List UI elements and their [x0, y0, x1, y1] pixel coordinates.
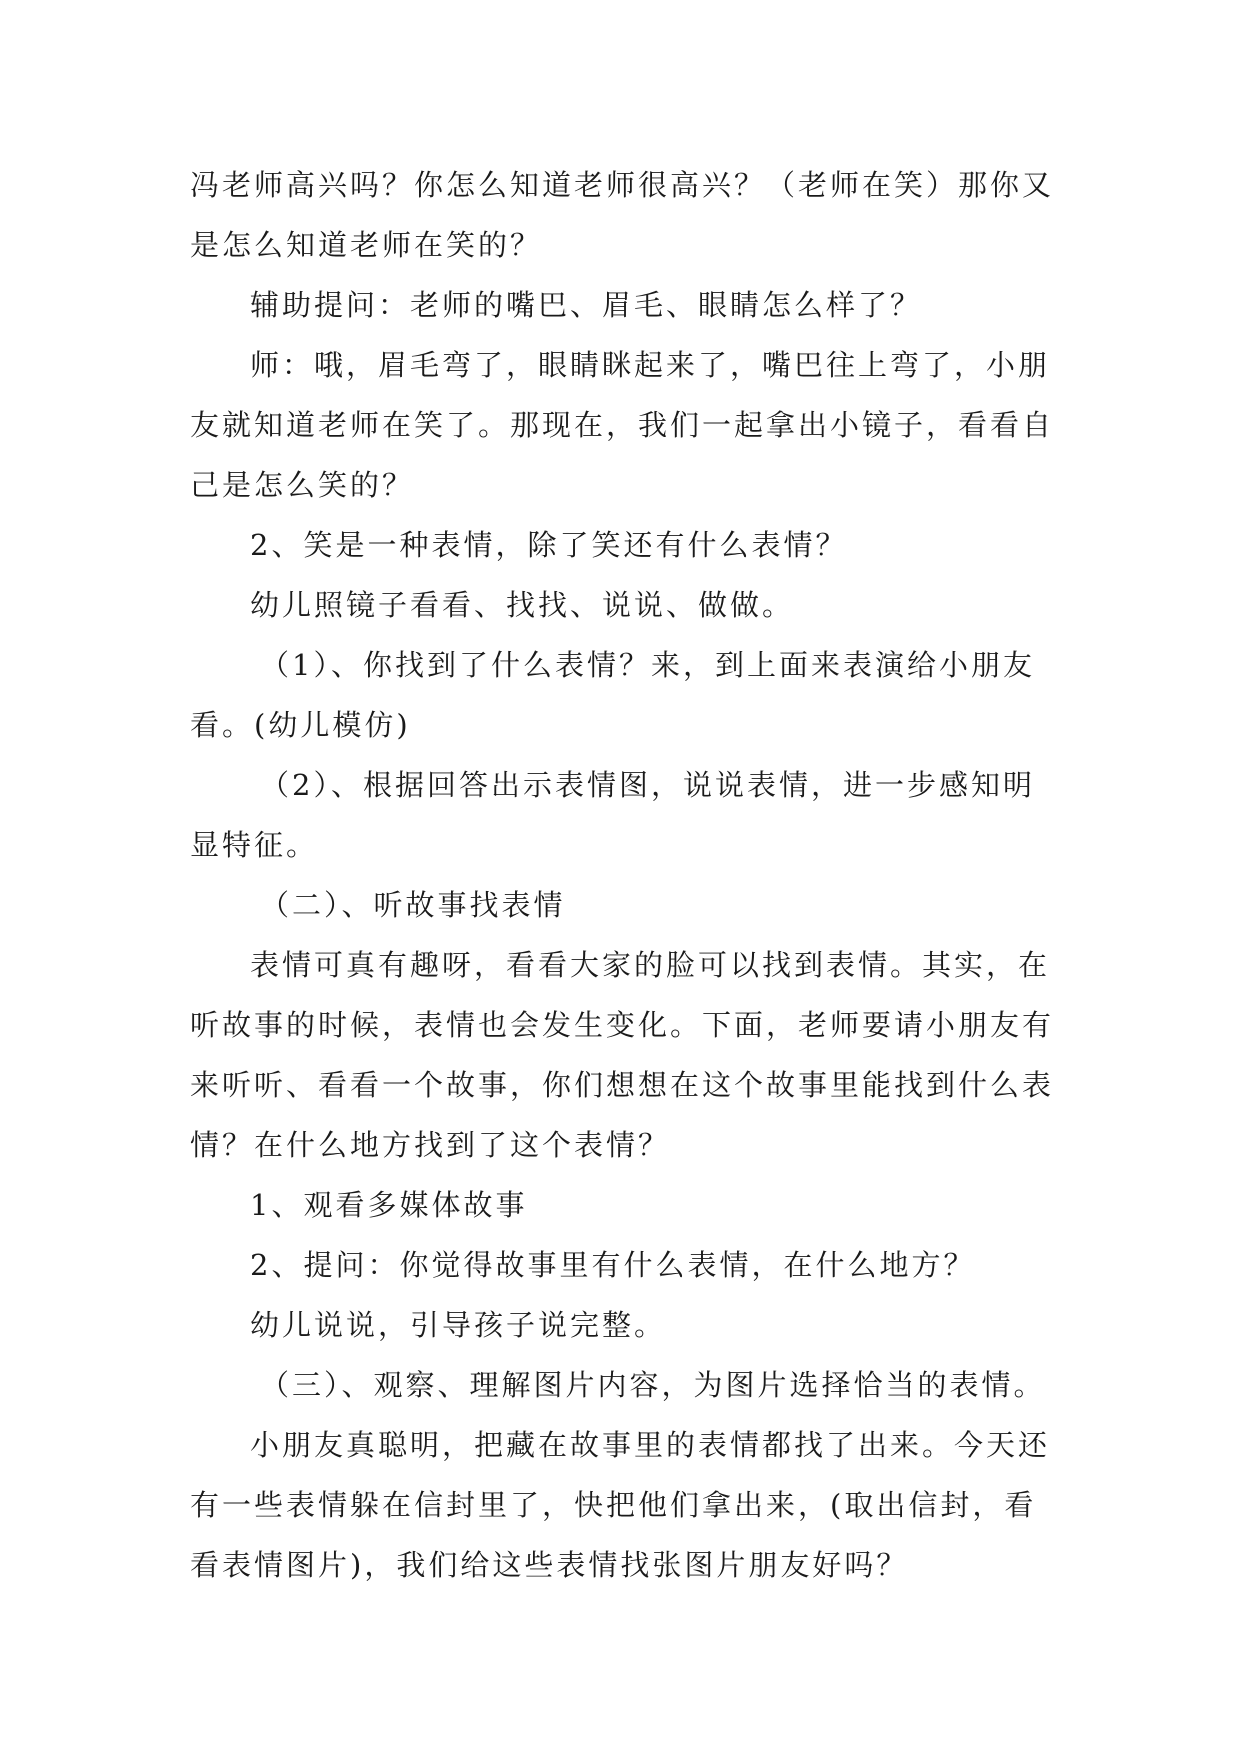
- paragraph-9: 表情可真有趣呀，看看大家的脸可以找到表情。其实，在听故事的时候，表情也会发生变化。下面，老师要请小朋友有来听听、看看一个故事，你们想想在这个故事里能找到什么表情？在什么地方找到了这个表情？: [190, 948, 1055, 1162]
- paragraph-6: （1）、你找到了什么表情？来，到上面来表演给小朋友看。(幼儿模仿): [190, 648, 1035, 742]
- section-heading-2: （二）、听故事找表情: [260, 888, 566, 922]
- section-heading-3: （三）、观察、理解图片内容，为图片选择恰当的表情。: [260, 1368, 1046, 1402]
- paragraph-1: 冯老师高兴吗？你怎么知道老师很高兴？（老师在笑）那你又是怎么知道老师在笑的？: [190, 168, 1055, 262]
- paragraph-14: 小朋友真聪明，把藏在故事里的表情都找了出来。今天还有一些表情躲在信封里了，快把他们拿出来，(取出信封，看看表情图片)，我们给这些表情找张图片朋友好吗？: [190, 1428, 1051, 1582]
- paragraph-11: 2、提问：你觉得故事里有什么表情，在什么地方？: [250, 1248, 976, 1282]
- paragraph-10: 1、观看多媒体故事: [250, 1188, 528, 1222]
- paragraph-2: 辅助提问：老师的嘴巴、眉毛、眼睛怎么样了？: [250, 288, 923, 322]
- paragraph-5: 幼儿照镜子看看、找找、说说、做做。: [250, 588, 795, 622]
- document-body: [190, 155, 1060, 1595]
- paragraph-4: 2、笑是一种表情，除了笑还有什么表情？: [250, 528, 848, 562]
- paragraph-12: 幼儿说说，引导孩子说完整。: [250, 1308, 667, 1342]
- paragraph-7: （2）、根据回答出示表情图，说说表情，进一步感知明显特征。: [190, 768, 1035, 862]
- paragraph-3: 师：哦，眉毛弯了，眼睛眯起来了，嘴巴往上弯了，小朋友就知道老师在笑了。那现在，我们一起拿出小镜子，看看自己是怎么笑的？: [190, 348, 1055, 502]
